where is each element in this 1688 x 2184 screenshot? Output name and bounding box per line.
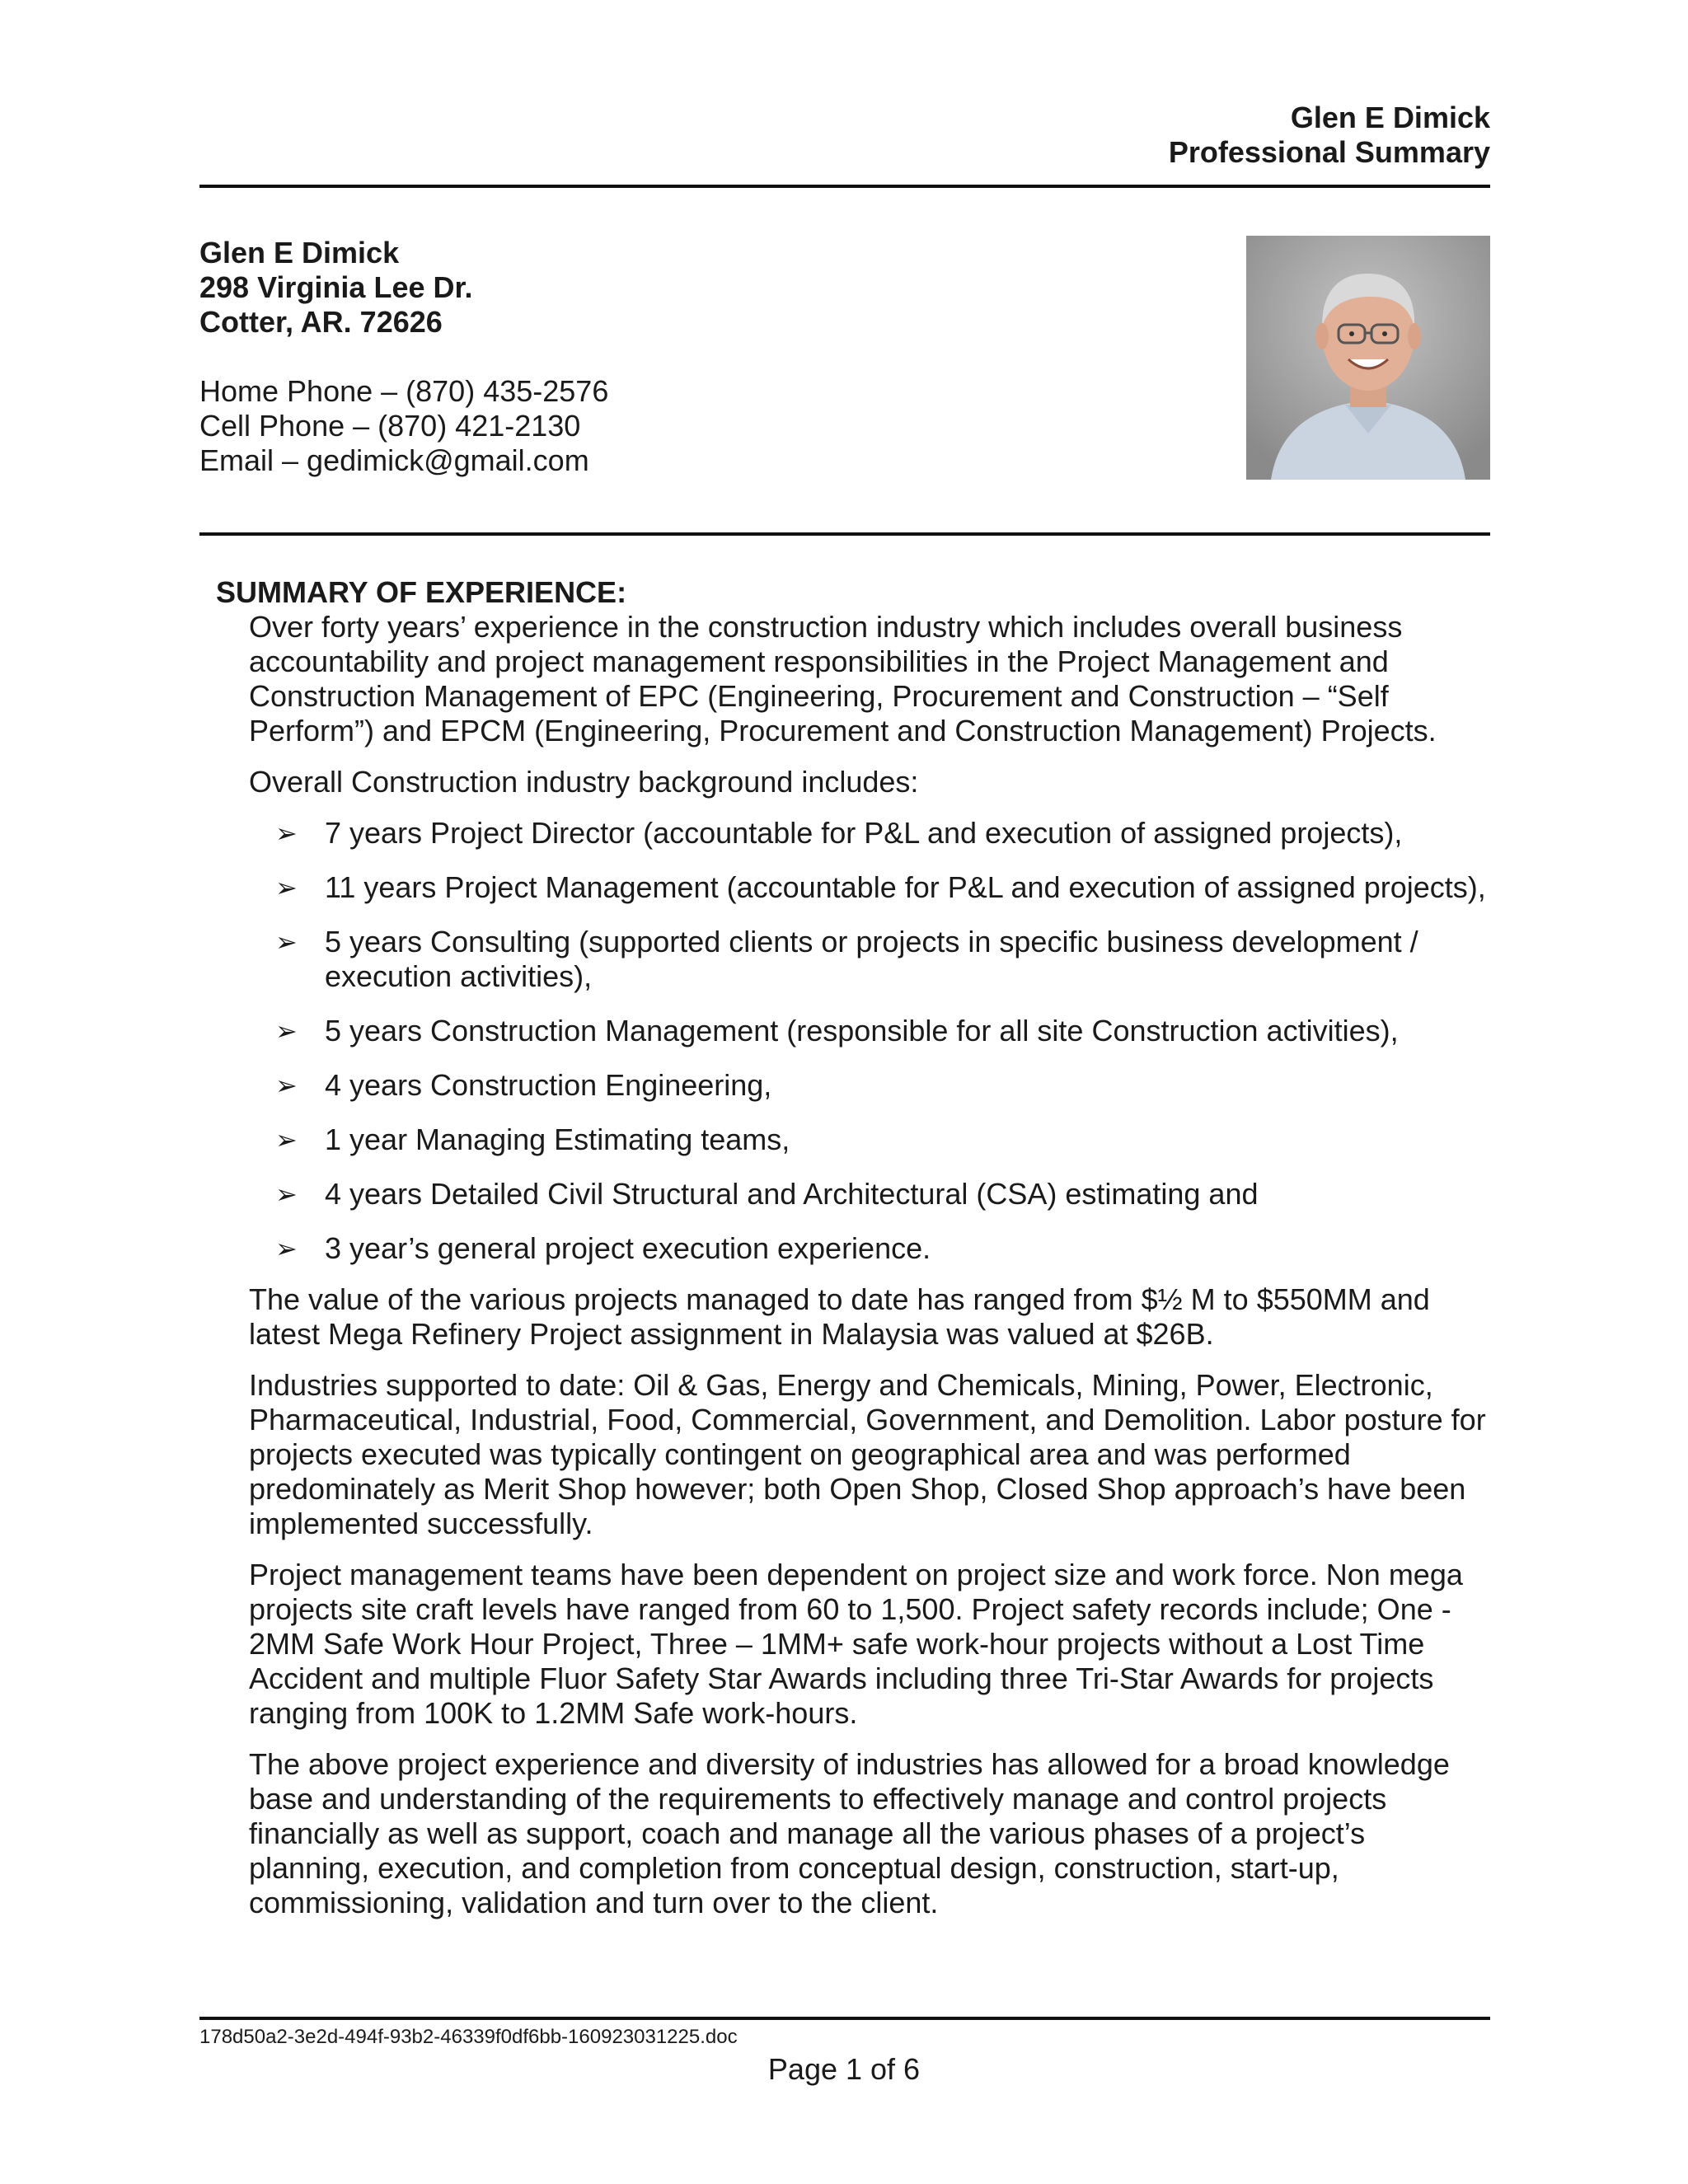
background-lead: Overall Construction industry background includes: [249, 765, 919, 799]
list-item: ➢ 4 years Detailed Civil Structural and Architectural (CSA) estimating and [275, 1177, 1259, 1211]
list-item: ➢ 11 years Project Management (accountable for P&L and execution of assigned projects), [275, 870, 1486, 904]
footer-divider [199, 2017, 1490, 2020]
summary-body [249, 610, 1490, 1920]
project-value-paragraph: The value of the various projects managed to date has ranged from $½ M to $550MM and latest Mega Refinery Project assignment in Malaysia was valued at $26B. [249, 1282, 1430, 1351]
list-item: ➢ 3 year’s general project execution experience. [275, 1231, 931, 1265]
closing-paragraph: The above project experience and diversity of industries has allowed for a broad knowledge base and understanding of the requirements to effectively manage and control projects financially as well as support, coach and manage all the various phases of a project’s planning, execution, and completion from conceptual design, construction, start-up, commissioning, validation and turn over to the client. [249, 1747, 1450, 1919]
header-doc-title: Professional Summary [1168, 135, 1490, 169]
arrowhead-bullet-icon: ➢ [275, 818, 298, 848]
list-item: ➢ 5 years Consulting (supported clients or projects in specific business development / execution activities), [275, 925, 1418, 993]
footer-page-number: Page 1 of 6 [767, 2052, 921, 2086]
arrowhead-bullet-icon: ➢ [275, 1179, 298, 1209]
teams-safety-paragraph: Project management teams have been dependent on project size and work force. Non mega projects site craft levels have ranged from 60 to 1,500. Project safety records include; One - 2MM Safe Work Hour Project, Three – 1MM+ safe work-hour projects without a Lost Time Accident and multiple Fluor Safety Star Awards including three Tri-Star Awards for projects ranging from 100K to 1.2MM Safe work-hours. [249, 1558, 1463, 1730]
page-header [1169, 101, 1490, 170]
header-divider [199, 185, 1490, 188]
contact-cell-phone: Cell Phone – (870) 421-2130 [199, 409, 581, 443]
list-item: ➢ 7 years Project Director (accountable for P&L and execution of assigned projects), [275, 816, 1403, 850]
contact-city-state-zip: Cotter, AR. 72626 [199, 305, 443, 339]
industries-paragraph: Industries supported to date: Oil & Gas, Energy and Chemicals, Mining, Power, Electronic, Pharmaceutical, Industrial, Food, Commercial, Government, and Demolition. Labor posture for projects executed was typically contingent on geographical area and was performed predominately as Merit Shop however; both Open Shop, Closed Shop approach’s have been implemented successfully. [249, 1368, 1486, 1540]
arrowhead-bullet-icon: ➢ [275, 873, 298, 902]
arrowhead-bullet-icon: ➢ [275, 1125, 298, 1155]
arrowhead-bullet-icon: ➢ [275, 1071, 298, 1100]
summary-heading: SUMMARY OF EXPERIENCE: [216, 575, 627, 609]
contact-email: Email – gedimick@gmail.com [199, 443, 589, 477]
list-item: ➢ 1 year Managing Estimating teams, [275, 1122, 790, 1156]
arrowhead-bullet-icon: ➢ [275, 1234, 298, 1263]
contact-divider [199, 532, 1490, 536]
summary-section [216, 575, 1490, 1937]
list-item: ➢ 5 years Construction Management (responsible for all site Construction activities), [275, 1014, 1399, 1047]
footer-filename: 178d50a2-3e2d-494f-93b2-46339f0df6bb-160923031225.doc [199, 2026, 738, 2048]
contact-street: 298 Virginia Lee Dr. [199, 270, 473, 304]
portrait-photo [1246, 236, 1490, 480]
portrait-illustration [1246, 236, 1490, 480]
contact-home-phone: Home Phone – (870) 435-2576 [199, 374, 609, 408]
contact-name: Glen E Dimick [199, 236, 400, 269]
arrowhead-bullet-icon: ➢ [275, 1016, 298, 1046]
header-name: Glen E Dimick [1290, 101, 1490, 134]
contact-block [199, 236, 608, 478]
experience-bullet-list [249, 816, 1490, 1266]
arrowhead-bullet-icon: ➢ [275, 927, 298, 957]
list-item: ➢ 4 years Construction Engineering, [275, 1068, 772, 1102]
summary-intro: Over forty years’ experience in the construction industry which includes overall business accountability and project management responsibilities in the Project Management and Construction Management of EPC (Engineering, Procurement and Construction – “Self Perform”) and EPCM (Engineering, Procurement and Construction Management) Projects. [249, 610, 1437, 748]
